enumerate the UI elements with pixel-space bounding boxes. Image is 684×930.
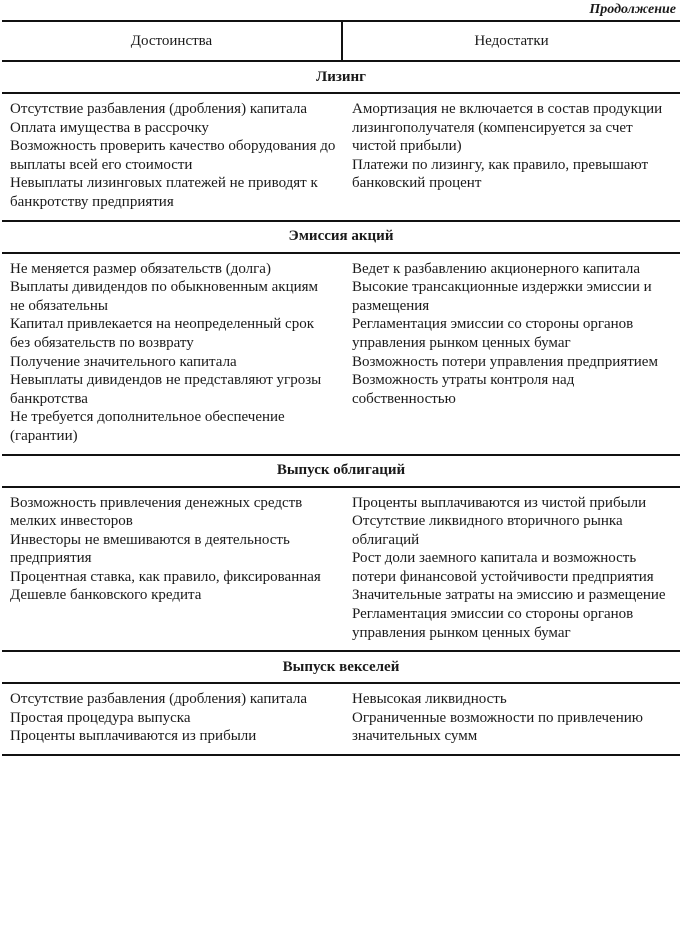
section-body-row [2, 253, 680, 455]
section-title-row [2, 651, 680, 683]
advantage-item: Отсутствие разбавления (дробления) капитала [10, 691, 308, 708]
advantage-item: Не требуется дополнительное обеспечение (гарантии) [10, 409, 285, 444]
disadvantages-cell [342, 683, 680, 755]
disadvantage-item: Возможность утраты контроля над собственностью [352, 372, 575, 407]
advantage-item: Не меняется размер обязательств (долга) [10, 260, 271, 277]
continuation-label: Продолжение [589, 2, 676, 17]
section-body-row [2, 683, 680, 755]
advantages-cell [2, 253, 342, 455]
section-title: Выпуск векселей [2, 651, 680, 683]
section-title-row [2, 61, 680, 93]
advantage-item: Выплаты дивидендов по обыкновенным акциям не обязательны [10, 279, 319, 314]
disadvantage-item: Проценты выплачиваются из чистой прибыли [352, 494, 647, 511]
disadvantages-cell [342, 93, 680, 221]
disadvantage-item: Рост доли заемного капитала и возможность потери финансовой устойчивости предприятия [352, 550, 654, 585]
disadvantage-item: Отсутствие ликвидного вторичного рынка облигаций [352, 513, 623, 548]
advantage-item: Невыплаты лизинговых платежей не приводят к банкротству предприятия [10, 175, 318, 210]
section-title: Лизинг [2, 61, 680, 93]
disadvantage-item: Невысокая ликвидность [352, 691, 507, 708]
advantage-item: Дешевле банковского кредита [10, 587, 202, 604]
disadvantage-item: Регламентация эмиссии со стороны органов управления рынком ценных бумаг [352, 316, 634, 351]
advantage-item: Возможность проверить качество оборудования до выплаты всей его стоимости [10, 138, 336, 173]
comparison-table [2, 20, 680, 756]
advantage-item: Отсутствие разбавления (дробления) капитала [10, 101, 308, 117]
section-title: Эмиссия акций [2, 221, 680, 253]
disadvantage-item: Значительные затраты на эмиссию и размещение [352, 587, 666, 604]
advantage-item: Простая процедура выпуска [10, 709, 191, 726]
table-body [2, 61, 680, 755]
header-row [2, 21, 680, 61]
advantage-item: Процентная ставка, как правило, фиксированная [10, 568, 321, 585]
advantage-item: Проценты выплачиваются из прибыли [10, 728, 257, 745]
disadvantage-item: Регламентация эмиссии со стороны органов управления рынком ценных бумаг [352, 606, 634, 641]
advantages-cell [2, 683, 342, 755]
advantage-item: Невыплаты дивидендов не представляют угрозы банкротства [10, 372, 322, 407]
disadvantage-item: Ограниченные возможности по привлечению значительных сумм [352, 709, 643, 745]
section-title-row [2, 221, 680, 253]
advantage-item: Оплата имущества в рассрочку [10, 119, 209, 136]
header-disadvantages: Недостатки [342, 21, 680, 61]
section-body-row [2, 93, 680, 221]
disadvantage-item: Амортизация не включается в состав продукции лизингополучателя (компенсируется за счет чистой прибыли) [352, 101, 663, 155]
disadvantages-cell [342, 253, 680, 455]
section-body-row [2, 487, 680, 652]
disadvantage-item: Ведет к разбавлению акционерного капитала [352, 260, 640, 277]
advantage-item: Получение значительного капитала [10, 353, 237, 370]
disadvantages-cell [342, 487, 680, 652]
disadvantage-item: Высокие трансакционные издержки эмиссии и размещения [352, 279, 652, 314]
advantage-item: Инвесторы не вмешиваются в деятельность предприятия [10, 531, 290, 567]
advantages-cell [2, 487, 342, 652]
section-title-row [2, 455, 680, 487]
advantage-item: Возможность привлечения денежных средств мелких инвесторов [10, 494, 303, 530]
advantage-item: Капитал привлекается на неопределенный срок без обязательств по возврату [10, 316, 314, 351]
disadvantage-item: Платежи по лизингу, как правило, превышают банковский процент [352, 156, 649, 192]
header-advantages: Достоинства [2, 21, 342, 61]
advantages-cell [2, 93, 342, 221]
disadvantage-item: Возможность потери управления предприятием [352, 353, 658, 370]
section-title: Выпуск облигаций [2, 455, 680, 487]
